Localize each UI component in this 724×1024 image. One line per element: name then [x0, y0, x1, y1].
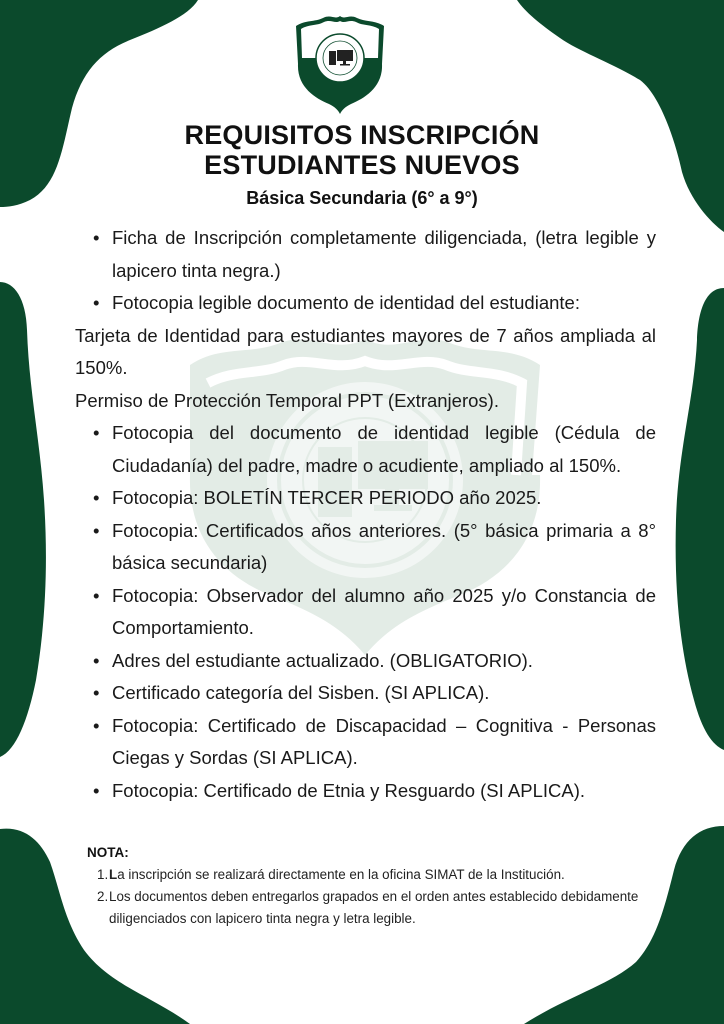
nota-section — [87, 842, 667, 930]
requirement-text: Fotocopia del documento de identidad legible (Cédula de Ciudadanía) del padre, madre o acudiente, ampliado al 150%. — [112, 422, 656, 476]
requirement-text: Fotocopia: BOLETÍN TERCER PERIODO año 2025. — [112, 487, 542, 508]
bullet-icon: • — [93, 227, 100, 248]
bullet-icon: • — [93, 292, 100, 313]
bullet-icon: • — [93, 682, 100, 703]
list-item — [75, 222, 656, 287]
blob-left-middle — [0, 282, 46, 757]
page-subtitle: Básica Secundaria (6° a 9°) — [246, 188, 478, 208]
nota-text: Los documentos deben entregarlos grapados en el orden antes establecido debidamente diligenciados con lapicero tinta negra y letra legible. — [109, 889, 639, 926]
nota-heading: NOTA: — [87, 845, 129, 860]
bullet-icon: • — [93, 649, 100, 671]
page-title-line2: ESTUDIANTES NUEVOS — [204, 150, 520, 180]
requirement-text: Fotocopia legible documento de identidad del estudiante: — [112, 292, 580, 313]
requirements-list — [75, 222, 656, 807]
list-item — [75, 580, 656, 645]
bullet-icon: • — [93, 519, 100, 541]
requirement-text: Certificado categoría del Sisben. (SI APLICA). — [112, 682, 490, 703]
blob-right-middle — [676, 288, 724, 750]
school-logo-icon — [293, 12, 387, 114]
list-item — [75, 677, 656, 710]
list-item — [75, 775, 656, 808]
list-item — [75, 645, 656, 678]
nota-text: a inscripción se realizará directamente en la oficina SIMAT de la Institución. — [117, 867, 565, 882]
requirement-text: Fotocopia: Observador del alumno año 2025 y/o Constancia de Comportamiento. — [112, 584, 656, 638]
nota-number: 1. — [97, 867, 109, 882]
nota-item — [87, 886, 667, 930]
identity-note-ti: Tarjeta de Identidad para estudiantes mayores de 7 años ampliada al 150%. — [75, 324, 656, 378]
requirement-text: Fotocopia: Certificado de Discapacidad – Cognitiva - Personas Ciegas y Sordas (SI APLICA). — [112, 714, 656, 768]
bullet-icon: • — [93, 779, 100, 801]
identity-note-ppt: Permiso de Protección Temporal PPT (Extranjeros). — [75, 389, 499, 411]
bullet-icon: • — [93, 487, 100, 508]
list-item — [75, 515, 656, 580]
list-item — [75, 482, 656, 515]
nota-number: 2. — [97, 889, 109, 904]
requirement-text: Ficha de Inscripción completamente diligenciada, (letra legible y lapicero tinta negra.) — [112, 227, 656, 281]
list-item — [75, 417, 656, 482]
bullet-icon: • — [93, 422, 100, 443]
requirement-text: Fotocopia: Certificados años anteriores. (5° básica primaria a 8° básica secundaria) — [112, 519, 656, 573]
nota-item — [87, 864, 667, 886]
list-item — [75, 287, 656, 320]
list-item — [75, 710, 656, 775]
requirement-text: Fotocopia: Certificado de Etnia y Resguardo (SI APLICA). — [112, 779, 586, 801]
requirement-text: Adres del estudiante actualizado. (OBLIGATORIO). — [112, 649, 533, 671]
bullet-icon: • — [93, 714, 100, 736]
nota-initial: L — [109, 867, 118, 882]
page-title-line1: REQUISITOS INSCRIPCIÓN — [184, 120, 540, 150]
bullet-icon: • — [93, 584, 100, 606]
